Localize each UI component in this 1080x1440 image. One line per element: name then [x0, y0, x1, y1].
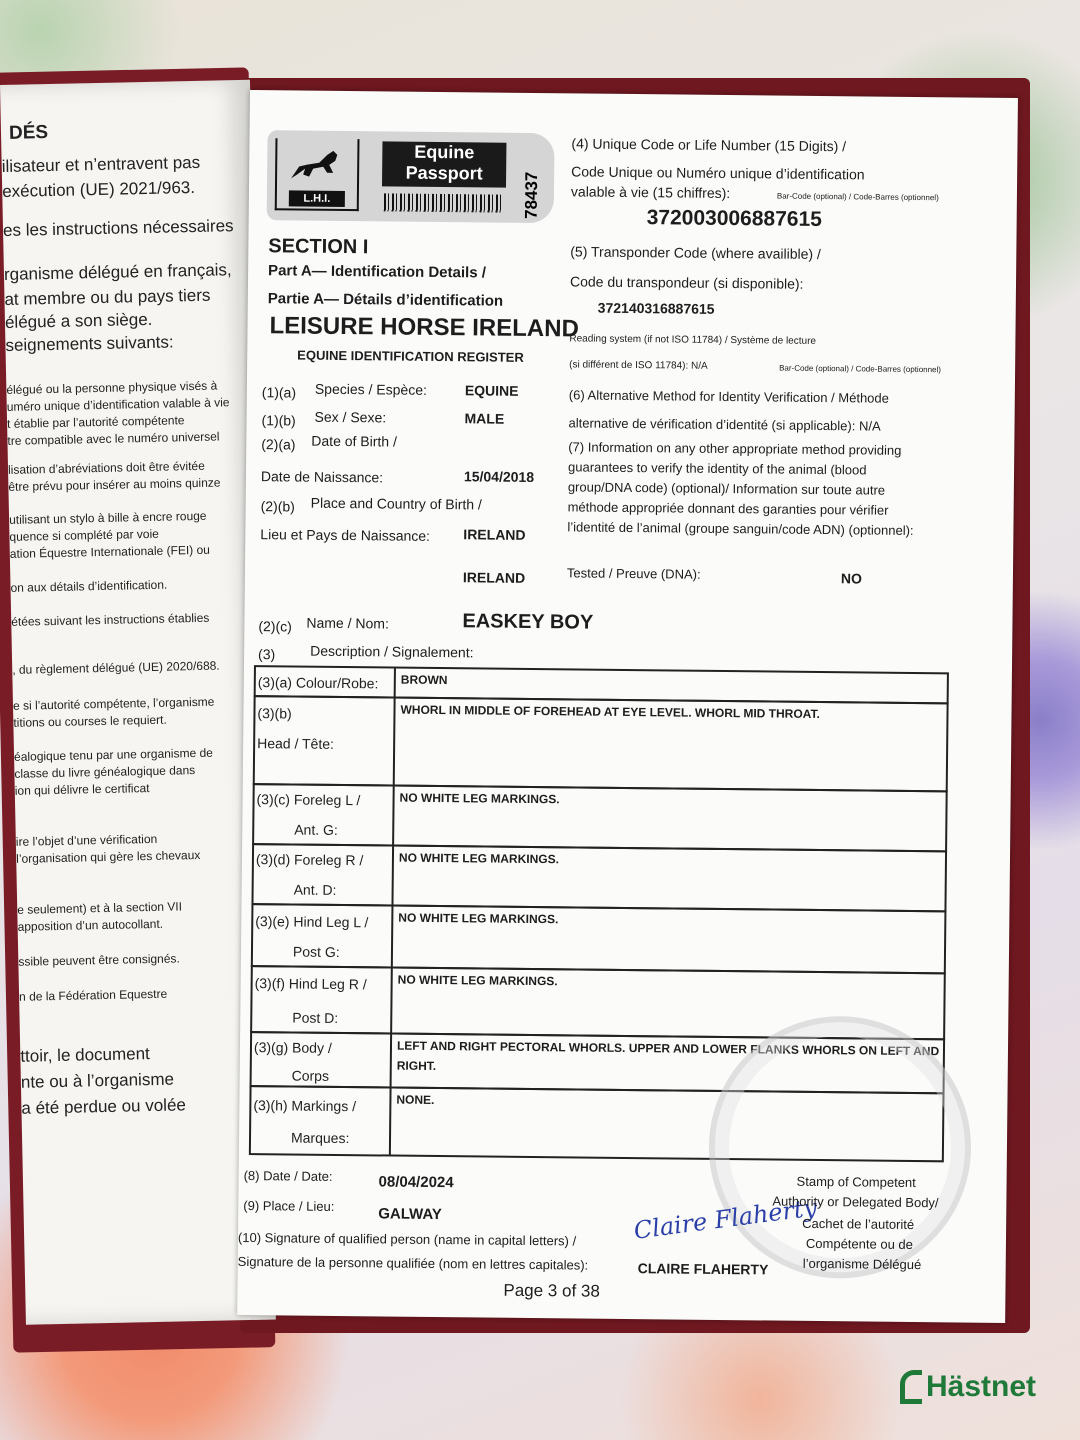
left-page-line: quence si complété par voie	[9, 526, 160, 544]
stamp-caption-4: Compétente ou de	[805, 1235, 913, 1253]
left-page-line: n de la Fédération Equestre	[18, 986, 168, 1004]
pob-value-1: IRELAND	[463, 526, 526, 543]
tcode-line1: (5) Transponder Code (where availible) /	[570, 243, 821, 262]
left-page-line: étées suivant les instructions établies	[11, 610, 210, 629]
left-page-line: rganisme délégué en français,	[3, 260, 232, 284]
stamp-caption-5: l’organisme Délégué	[802, 1255, 922, 1273]
signature-label-fr: Signature de la personne qualifiée (nom en lettres capitales):	[237, 1253, 589, 1273]
place-value: GALWAY	[378, 1205, 442, 1224]
part-a-fr: Partie A— Détails d’identification	[267, 290, 504, 310]
row-value: LEFT AND RIGHT PECTORAL WHORLS. UPPER AND LOWER FLANKS WHORLS ON LEFT AND	[396, 1038, 940, 1059]
table-row	[252, 783, 948, 852]
row-value: NO WHITE LEG MARKINGS.	[397, 972, 558, 989]
left-page-line: e seulement) et à la section VII	[17, 899, 183, 917]
ucode-line2: Code Unique ou Numéro unique d’identification	[571, 163, 865, 183]
row-value-2: RIGHT.	[396, 1058, 437, 1074]
barcode-note: Bar-Code (optional) / Code-Barres (optionnel)	[776, 191, 939, 203]
ucode-line1: (4) Unique Code or Life Number (15 Digits) /	[571, 135, 847, 155]
equine-passport-label	[382, 141, 506, 187]
barcode	[384, 193, 502, 212]
ucode-value: 372003006887615	[646, 206, 822, 231]
info-line5: l’identité de l’animal (groupe sanguin/code ADN) (optionnel):	[567, 519, 914, 538]
species-num: (1)(a)	[261, 384, 297, 401]
left-page-line: es les instructions nécessaires	[2, 216, 234, 240]
left-page-line: ttoir, le document	[20, 1044, 150, 1066]
row-label-2: Head / Tête:	[257, 735, 335, 752]
pob-value-2: IRELAND	[462, 569, 526, 586]
left-page-line: nte ou à l’organisme	[20, 1069, 175, 1092]
date-label: (8) Date / Date:	[243, 1167, 333, 1184]
left-page-line: a été perdue ou volée	[21, 1095, 187, 1118]
info-line4: méthode appropriée donnant des garanties pour vérifier	[567, 499, 889, 518]
sex-num: (1)(b)	[261, 412, 296, 429]
left-page-line: seignements suivants:	[5, 332, 174, 355]
left-page-line: e si l’autorité compétente, l’organisme	[12, 694, 215, 713]
badge-line1: Equine	[414, 141, 475, 163]
row-label: (3)(b)	[257, 705, 292, 722]
stamp-caption-1: Stamp of Competent	[796, 1173, 916, 1191]
left-page-line: classe du livre généalogique dans	[14, 763, 196, 781]
stamp-caption-3: Cachet de l’autorité	[802, 1215, 915, 1233]
row-label-2: Post D:	[292, 1009, 339, 1026]
info-line2: guarantees to verify the identity of the animal (blood	[567, 459, 867, 478]
left-page-line: titions ou courses le requiert.	[13, 712, 167, 730]
pob-label-fr: Lieu et Pays de Naissance:	[260, 526, 431, 544]
lhi-logo	[275, 138, 360, 211]
left-page-line: t établie par l’autorité compétente	[6, 413, 185, 431]
left-page-line: on aux détails d’identification.	[10, 577, 168, 595]
dob-num: (2)(a)	[261, 436, 296, 453]
hastnet-watermark	[900, 1370, 1036, 1404]
row-value: NONE.	[396, 1092, 435, 1107]
left-page-line: ire l’objet d’une vérification	[15, 831, 158, 849]
left-page-line: l’organisation qui gère les chevaux	[16, 847, 201, 866]
handwritten-signature: Claire Flaherty	[632, 1193, 819, 1245]
horse-head-icon	[900, 1370, 922, 1404]
alt-method-line2: alternative de vérification d’identité (si applicable): N/A	[568, 415, 881, 434]
left-page-line: apposition d’un autocollant.	[17, 916, 164, 934]
equine-passport-badge	[267, 130, 555, 223]
left-page-line: DÉS	[8, 122, 49, 144]
signature-label-en: (10) Signature of qualified person (name in capital letters) /	[237, 1229, 577, 1249]
logo-text: L.H.I.	[289, 190, 345, 207]
left-page-line: tre compatible avec le numéro universel	[7, 429, 220, 448]
alt-method-line1: (6) Alternative Method for Identity Verification / Méthode	[568, 387, 890, 406]
pob-label: Place and Country of Birth /	[310, 494, 482, 513]
row-label: (3)(d) Foreleg R /	[255, 851, 364, 869]
horse-icon	[277, 138, 358, 191]
desc-label: Description / Signalement:	[310, 642, 474, 661]
row-label: (3)(g) Body /	[253, 1039, 332, 1056]
reading-line2: (si différent de ISO 11784): N/A	[569, 359, 708, 372]
left-page-line: élégué a son siège.	[4, 309, 153, 332]
row-value: BROWN	[400, 672, 448, 688]
reading-line1: Reading system (if not ISO 11784) / Système de lecture	[569, 333, 817, 347]
row-label: (3)(c) Foreleg L /	[256, 791, 361, 809]
part-a-en: Part A— Identification Details /	[268, 262, 487, 282]
left-page-line: élégué ou la personne physique visés à	[6, 378, 218, 397]
watermark-text: Hästnet	[926, 1370, 1037, 1403]
table-row	[251, 903, 947, 974]
place-label: (9) Place / Lieu:	[243, 1197, 335, 1214]
row-label: (3)(f) Hind Leg R /	[254, 975, 367, 993]
table-row	[251, 843, 947, 912]
ucode-line3: valable à vie (15 chiffres):	[570, 183, 731, 202]
badge-line2: Passport	[405, 162, 483, 184]
date-value: 08/04/2024	[378, 1173, 454, 1192]
row-label-2: Post G:	[292, 943, 340, 960]
org-name: LEISURE HORSE IRELAND	[269, 312, 580, 343]
name-num: (2)(c)	[258, 618, 292, 635]
row-label-2: Ant. G:	[294, 821, 338, 838]
left-page-line: , du règlement délégué (UE) 2020/688.	[12, 658, 220, 677]
left-page-line: ssible peuvent être consignés.	[18, 951, 180, 969]
tcode-value: 372140316887615	[597, 299, 715, 317]
dob-label-fr: Date de Naissance:	[260, 468, 384, 486]
dna-value: NO	[840, 570, 863, 587]
left-page-line: ion qui délivre le certificat	[14, 781, 150, 798]
sex-label: Sex / Sexe:	[314, 408, 387, 426]
row-label-2: Corps	[291, 1067, 330, 1084]
dna-label: Tested / Preuve (DNA):	[566, 565, 701, 582]
row-label: (3)(h) Markings /	[253, 1097, 357, 1115]
info-line1: (7) Information on any other appropriate method providing	[568, 439, 902, 458]
dob-value: 15/04/2018	[463, 468, 535, 485]
info-line3: group/DNA code) (optional)/ Information sur toute autre	[567, 479, 886, 498]
left-page-line: exécution (UE) 2021/963.	[2, 177, 196, 201]
section-title: SECTION I	[268, 235, 369, 259]
signer-name: CLAIRE FLAHERTY	[637, 1260, 769, 1278]
left-page-line: utilisant un stylo à bille à encre rouge	[8, 508, 207, 527]
badge-number: 78437	[521, 171, 542, 220]
species-label: Species / Espèce:	[314, 380, 428, 398]
register-name: EQUINE IDENTIFICATION REGISTER	[297, 347, 524, 365]
left-page	[0, 80, 276, 1325]
row-label: (3)(a) Colour/Robe:	[257, 674, 379, 692]
left-page-line: ation Équestre Internationale (FEI) ou	[9, 542, 211, 561]
row-label-2: Ant. D:	[293, 881, 337, 898]
row-value: WHORL IN MIDDLE OF FOREHEAD AT EYE LEVEL. WHORL MID THROAT.	[400, 702, 820, 722]
name-label: Name / Nom:	[306, 614, 389, 632]
stamp-caption-2: Authority or Delegated Body/	[772, 1193, 939, 1211]
sex-value: MALE	[464, 410, 505, 427]
dob-label: Date of Birth /	[311, 432, 398, 450]
species-value: EQUINE	[464, 382, 519, 399]
passport-page	[237, 90, 1018, 1323]
left-page-line: uméro unique d’identification valable à vie	[6, 395, 230, 414]
left-page-line: lisation d’abréviations doit être évitée	[7, 458, 205, 477]
desc-num: (3)	[258, 646, 276, 663]
tcode-line2: Code du transpondeur (si disponible):	[569, 273, 804, 292]
table-row	[253, 695, 949, 792]
left-page-line: éalogique tenu par une organisme de	[13, 745, 214, 764]
row-value: NO WHITE LEG MARKINGS.	[398, 910, 559, 927]
row-value: NO WHITE LEG MARKINGS.	[399, 790, 560, 807]
pob-num: (2)(b)	[260, 498, 295, 515]
barcode-note-2: Bar-Code (optional) / Code-Barres (optionnel)	[779, 363, 942, 375]
row-label-2: Marques:	[290, 1129, 350, 1147]
row-label: (3)(e) Hind Leg L /	[255, 913, 369, 931]
page-number: Page 3 of 38	[503, 1280, 600, 1301]
row-value: NO WHITE LEG MARKINGS.	[398, 850, 560, 867]
name-value: EASKEY BOY	[462, 610, 594, 634]
left-page-line: ilisateur et n’entravent pas	[1, 152, 201, 176]
left-page-line: at membre ou du pays tiers	[4, 285, 211, 309]
left-page-line: être prévu pour insérer au moins quinze	[8, 475, 221, 494]
